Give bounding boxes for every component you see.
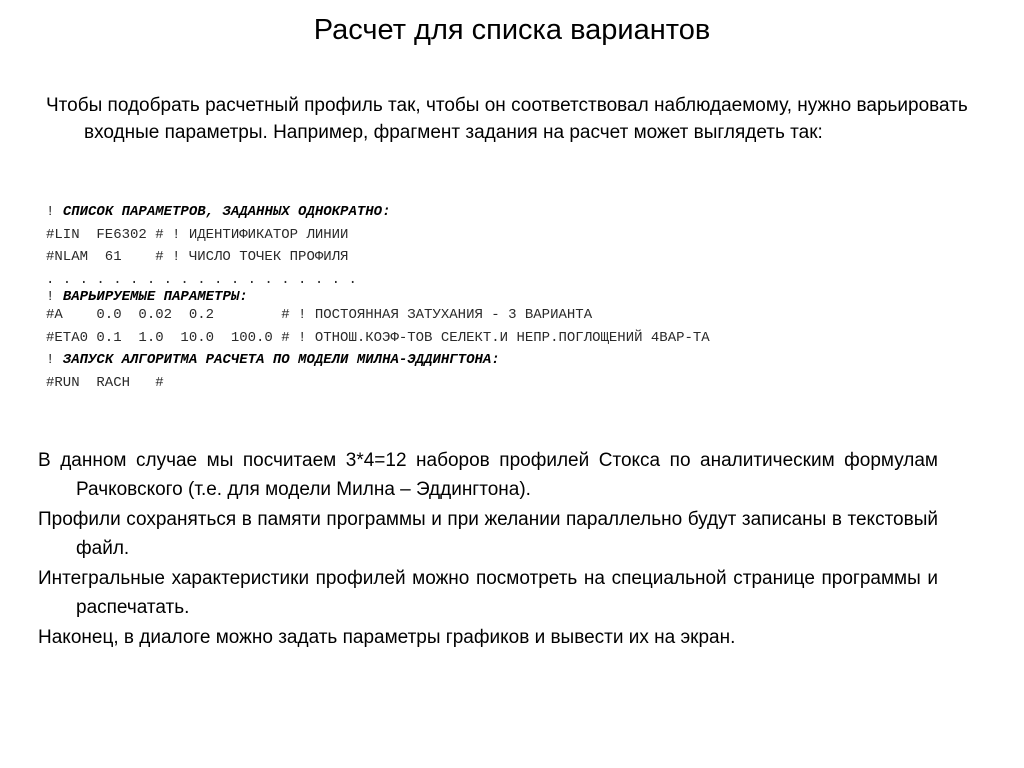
- code-comment-varied-params: ВАРЬИРУЕМЫЕ ПАРАМЕТРЫ:: [62, 289, 248, 305]
- code-line-5: [46, 291, 986, 304]
- code-comment-single-params: СПИСОК ПАРАМЕТРОВ, ЗАДАННЫХ ОДНОКРАТНО:: [62, 204, 391, 220]
- code-line-6: #A 0.0 0.02 0.2 # ! ПОСТОЯННАЯ ЗАТУХАНИЯ - 3 ВАРИАНТА: [46, 307, 593, 323]
- code-line-4: . . . . . . . . . . . . . . . . . . .: [46, 271, 357, 288]
- code-line-9: #RUN RACH #: [46, 374, 164, 391]
- paragraph-calculation: В данном случае мы посчитаем 3*4=12 наборов профилей Стокса по аналитическим формулам Рачковского (т.е. для модели Милна – Эддингтона).: [38, 450, 938, 500]
- code-line-8: [46, 349, 986, 372]
- code-line-7: #ETA0 0.1 1.0 10.0 100.0 # ! ОТНОШ.КОЭФ-ТОВ СЕЛЕКТ.И НЕПР.ПОГЛОЩЕНИЙ 4ВАР-ТА: [46, 329, 710, 346]
- paragraph-graphs: Наконец, в диалоге можно задать параметры графиков и вывести их на экран.: [38, 627, 736, 648]
- comment-marker: !: [46, 289, 63, 305]
- code-comment-run-algorithm: ЗАПУСК АЛГОРИТМА РАСЧЕТА ПО МОДЕЛИ МИЛНА-ЭДДИНГТОНА:: [62, 352, 500, 368]
- intro-paragraph: Чтобы подобрать расчетный профиль так, чтобы он соответствовал наблюдаемому, нужно варьировать входные параметры. Например, фрагмент задания на расчет может выглядеть так:: [46, 95, 968, 143]
- code-line-1: [46, 201, 986, 224]
- comment-marker: !: [46, 352, 63, 368]
- code-fragment: [46, 201, 986, 394]
- slide-title: Расчет для списка вариантов: [313, 14, 711, 46]
- paragraph-integral: Интегральные характеристики профилей можно посмотреть на специальной странице программы и распечатать.: [38, 568, 938, 618]
- description-paragraphs: [38, 446, 938, 653]
- code-line-2: #LIN FE6302 # ! ИДЕНТИФИКАТОР ЛИНИИ: [46, 226, 349, 243]
- comment-marker: !: [46, 204, 63, 220]
- code-line-3: #NLAM 61 # ! ЧИСЛО ТОЧЕК ПРОФИЛЯ: [46, 249, 349, 265]
- paragraph-memory: Профили сохраняться в памяти программы и при желании параллельно будут записаны в текстовый файл.: [38, 509, 938, 559]
